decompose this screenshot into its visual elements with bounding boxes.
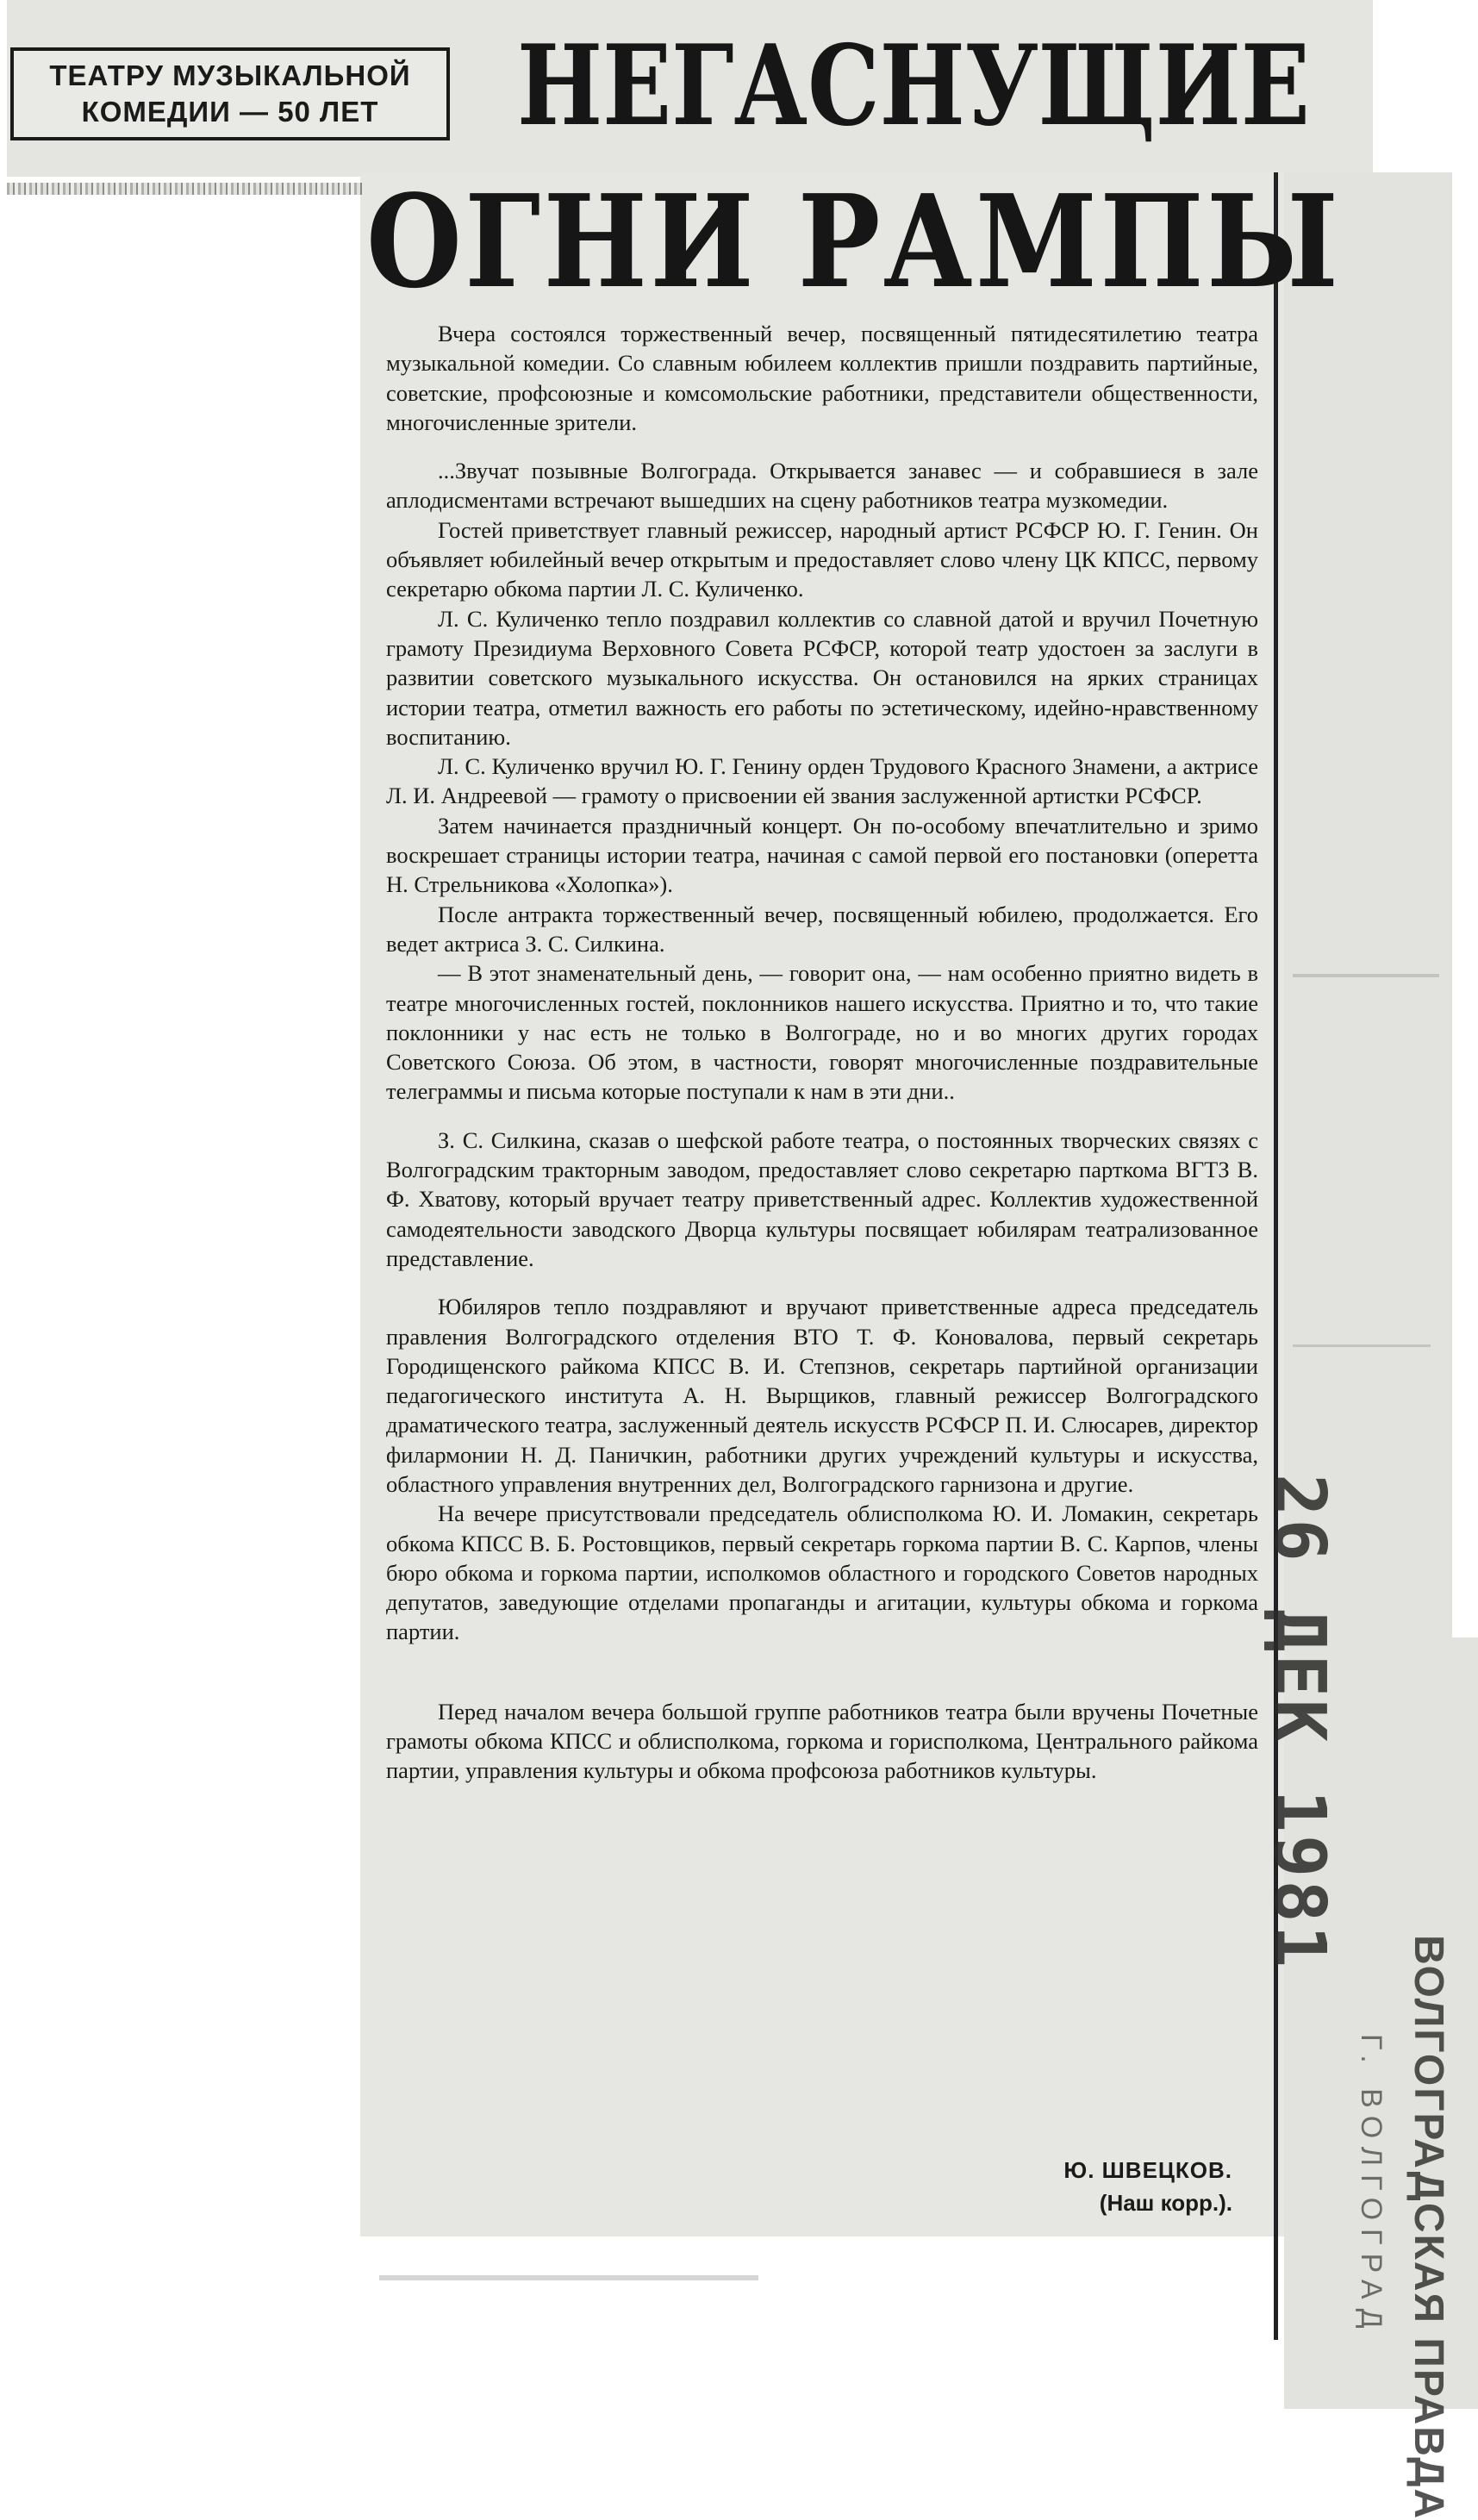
- article-paragraph: Вчера состоялся торжественный вечер, посвященный пятидесятилетию театра музыкальной комедии. Со славным юбилеем коллектив пришли поздравить партийные, советские, профсоюзные и комсомольские работники, представители общественности, многочисленные зрители.: [386, 321, 1258, 435]
- rubric-line-2: КОМЕДИИ — 50 ЛЕТ: [81, 96, 379, 128]
- article-paragraph: З. С. Силкина, сказав о шефской работе театра, о постоянных творческих связях с Волгоградским тракторным заводом, предоставляет слово секретарю парткома ВГТЗ В. Ф. Хватову, который вручает театру приветственный адрес. Коллектив художественной самодеятельности заводского Дворца культуры посвящает юбилярам театрализованное представление.: [386, 1126, 1258, 1271]
- article-paragraph: Гостей приветствует главный режиссер, народный артист РСФСР Ю. Г. Генин. Он объявляет юбилейный вечер открытым и предоставляет слово члену ЦК КПСС, первому секретарю обкома партии Л. С. Куличенко.: [386, 516, 1258, 602]
- bleed-through-mark: [379, 2275, 758, 2280]
- article-paragraph: Л. С. Куличенко вручил Ю. Г. Генину орден Трудового Красного Знамени, а актрисе Л. И. Андреевой — грамоту о присвоении ей звания заслуженной артистки РСФСР.: [386, 753, 1258, 809]
- article-paragraph: Л. С. Куличенко тепло поздравил коллектив со славной датой и вручил Почетную грамоту Президиума Верховного Совета РСФСР, которой театр удостоен за заслуги в развитии советского музыкального искусства. Он остановился на ярких страницах истории театра, отметил важность его работы по эстетическому, идейно-нравственному воспитанию.: [386, 605, 1258, 750]
- bleed-through-mark: [1293, 1344, 1431, 1347]
- byline: [935, 2155, 1232, 2220]
- article-paragraph: На вечере присутствовали председатель облисполкома Ю. И. Ломакин, секретарь обкома КПСС В. Б. Ростовщиков, первый секретарь горкома партии В. С. Карпов, члены бюро обкома и горкома партии, исполкомов областного и городского Советов народных депутатов, заведующие отделами пропаганды и агитации, культуры обкома и горкома партии.: [386, 1500, 1258, 1645]
- article-paragraph: ...Звучат позывные Волгограда. Открывается занавес — и собравшиеся в зале аплодисментами встречают вышедших на сцену работников театра музкомедии.: [386, 458, 1258, 514]
- byline-author: Ю. ШВЕЦКОВ.: [1063, 2157, 1232, 2183]
- rubric-box: [10, 47, 450, 140]
- byline-note: (Наш корр.).: [1099, 2190, 1232, 2216]
- article-paragraph: Перед началом вечера большой группе работников театра были вручены Почетные грамоты обкома КПСС и облисполкома, горкома и горисполкома, Центрального райкома партии, управления культуры и обкома профсоюза работников культуры.: [386, 1698, 1258, 1784]
- headline-line-1: НЕГАСНУЩИЕ: [517, 22, 1310, 151]
- column-rule: [1274, 172, 1278, 2340]
- article-paragraph: — В этот знаменательный день, — говорит она, — нам особенно приятно видеть в театре многочисленных гостей, поклонников нашего искусства. Приятно и то, что такие поклонники у нас есть не только в Волгограде, но и во многих других городах Советского Союза. Об этом, в частности, говорят многочисленные поздравительные телеграммы и письма которые поступали к нам в эти дни..: [386, 960, 1258, 1105]
- city-stamp: Г. ВОЛГОГРАД: [1355, 2034, 1388, 2337]
- bleed-through-mark: [1293, 974, 1439, 977]
- newspaper-stamp: ВОЛГОГРАДСКАЯ ПРАВДА: [1406, 1935, 1451, 2520]
- article-paragraph: Юбиляров тепло поздравляют и вручают приветственные адреса председатель правления Волгоградского отделения ВТО Т. Ф. Коновалова, первый секретарь Городищенского райкома КПСС В. И. Степзнов, секретарь партийной организации педагогического института А. Н. Вырщиков, главный режиссер Волгоградского драматического театра, заслуженный деятель искусств РСФСР П. И. Слюсарев, директор филармонии Н. Д. Паничкин, работники других учреждений культуры и искусства, областного управления внутренних дел, Волгоградского гарнизона и другие.: [386, 1294, 1258, 1497]
- headline-line-2: ОГНИ РАМПЫ: [366, 166, 1342, 316]
- article-paragraph: Затем начинается праздничный концерт. Он по-особому впечатлительно и зримо воскрешает страницы истории театра, начиная с самой первой его постановки (оперетта Н. Стрельникова «Холопка»).: [386, 812, 1258, 898]
- date-stamp: 26 ДЕК 1981: [1258, 1474, 1340, 1971]
- article-paragraph: После антракта торжественный вечер, посвященный юбилею, продолжается. Его ведет актриса З. С. Силкина.: [386, 901, 1258, 957]
- article-text: [386, 319, 1258, 1786]
- torn-edge: [7, 183, 362, 195]
- rubric-line-1: ТЕАТРУ МУЗЫКАЛЬНОЙ: [49, 59, 411, 91]
